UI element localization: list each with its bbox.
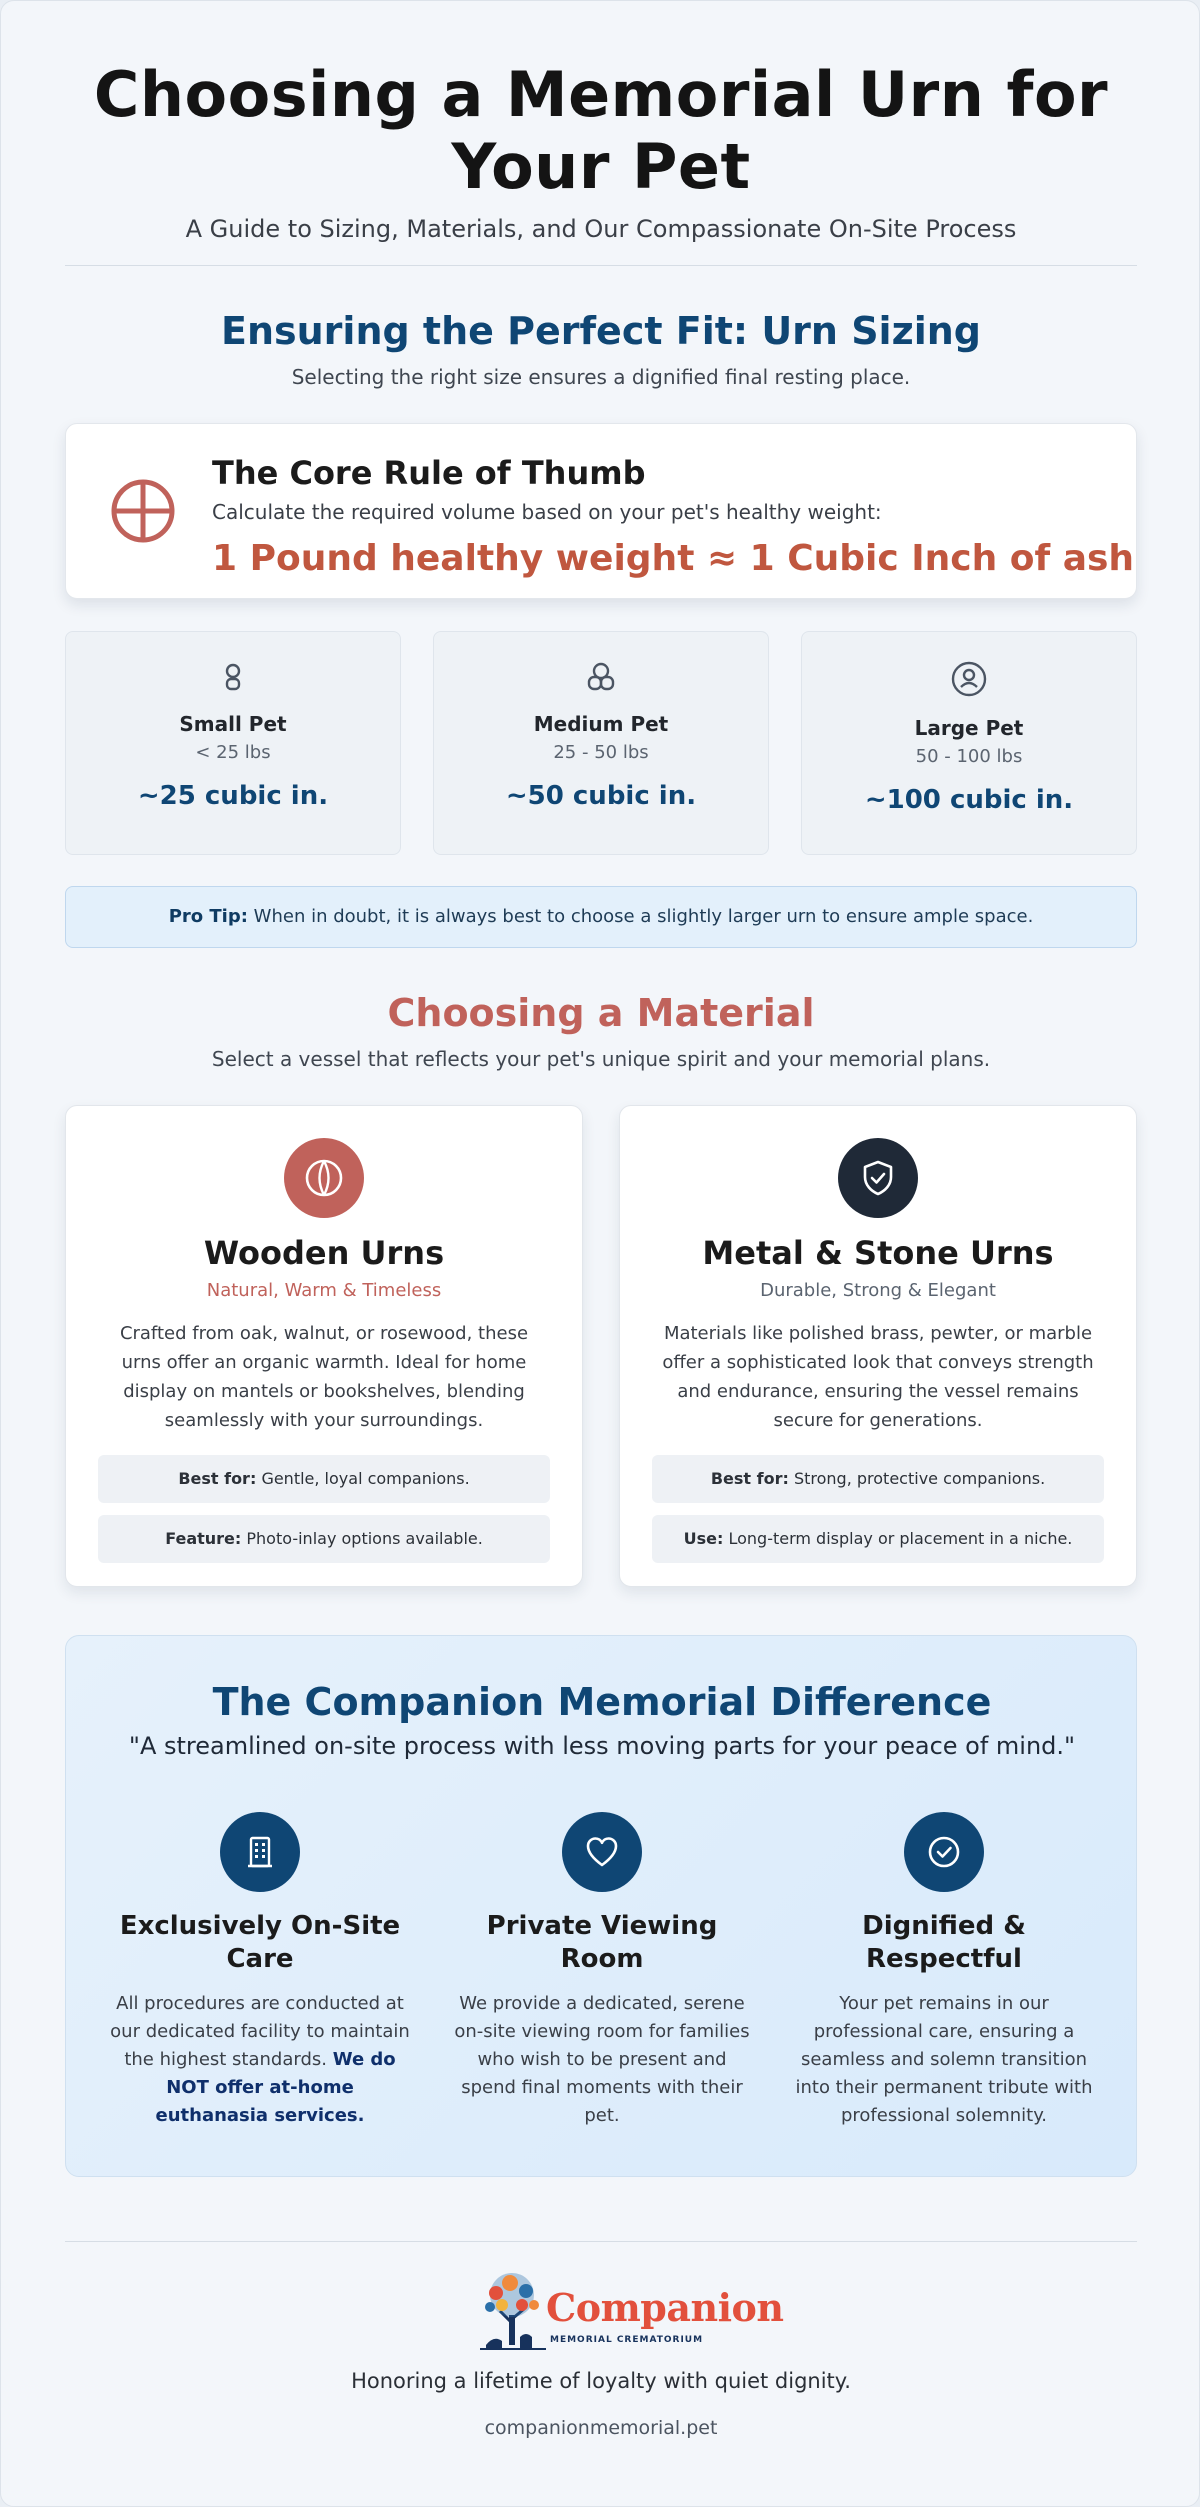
footer bbox=[65, 2271, 1137, 2439]
size-cards bbox=[65, 631, 1137, 855]
size-volume: ~25 cubic in. bbox=[137, 781, 329, 811]
difference-panel bbox=[65, 1635, 1137, 2177]
footer-url[interactable]: companionmemorial.pet bbox=[484, 2417, 718, 2439]
check-circle-icon bbox=[904, 1812, 984, 1892]
material-detail-row bbox=[98, 1515, 550, 1563]
materials-section-header bbox=[65, 991, 1137, 1071]
detail-text: Long-term display or placement in a niche. bbox=[728, 1529, 1073, 1548]
heart-icon bbox=[562, 1812, 642, 1892]
size-name: Medium Pet bbox=[533, 712, 669, 736]
detail-text: Photo-inlay options available. bbox=[246, 1529, 483, 1548]
pro-tip-banner bbox=[65, 886, 1137, 948]
small-pet-icon bbox=[66, 660, 400, 698]
difference-heading: The Companion Memorial Difference bbox=[212, 1680, 992, 1724]
size-range: 25 - 50 lbs bbox=[553, 742, 649, 763]
detail-label: Use: bbox=[683, 1529, 724, 1548]
material-detail-row bbox=[98, 1455, 550, 1503]
difference-title: Dignified & Respectful bbox=[862, 1911, 1026, 1974]
page-title: Choosing a Memorial Urn for Your Pet bbox=[93, 58, 1109, 203]
size-card-large bbox=[801, 631, 1137, 855]
size-card-medium bbox=[433, 631, 769, 855]
divider bbox=[65, 2241, 1137, 2242]
difference-quote: "A streamlined on-site process with less moving parts for your peace of mind." bbox=[128, 1732, 1076, 1760]
page-subtitle: A Guide to Sizing, Materials, and Our Compassionate On-Site Process bbox=[185, 215, 1017, 243]
sizing-section-header bbox=[65, 309, 1137, 389]
materials-heading: Choosing a Material bbox=[387, 991, 815, 1035]
shield-check-icon bbox=[838, 1138, 918, 1218]
difference-body: We provide a dedicated, serene on-site viewing room for families who wish to be present and spend final moments with their pet. bbox=[454, 1993, 750, 2126]
company-logo bbox=[476, 2271, 784, 2355]
size-range: 50 - 100 lbs bbox=[915, 746, 1023, 767]
difference-title: Private Viewing Room bbox=[486, 1911, 718, 1974]
crosshair-circle-icon bbox=[110, 478, 176, 548]
material-cards bbox=[65, 1105, 1137, 1587]
logo-tagline: MEMORIAL CREMATORIUM bbox=[550, 2335, 704, 2345]
size-volume: ~50 cubic in. bbox=[505, 781, 697, 811]
difference-body-text: All procedures are conducted at our dedicated facility to maintain the highest standards. bbox=[110, 1993, 410, 2070]
material-detail-row bbox=[652, 1455, 1104, 1503]
material-card-metal-stone bbox=[619, 1105, 1137, 1587]
difference-body: Your pet remains in our professional care, ensuring a seamless and solemn transition into their permanent tribute with professional solemnity. bbox=[795, 1993, 1093, 2126]
detail-label: Best for: bbox=[178, 1469, 257, 1488]
medium-pet-icon bbox=[434, 660, 768, 698]
material-title: Metal & Stone Urns bbox=[702, 1234, 1054, 1272]
difference-column-viewing bbox=[452, 1812, 752, 2130]
material-tagline: Natural, Warm & Timeless bbox=[206, 1280, 442, 1301]
detail-text: Gentle, loyal companions. bbox=[261, 1469, 470, 1488]
core-rule-description: Calculate the required volume based on your pet's healthy weight: bbox=[212, 500, 882, 524]
material-detail-row bbox=[652, 1515, 1104, 1563]
materials-intro: Select a vessel that reflects your pet's unique spirit and your memorial plans. bbox=[211, 1047, 991, 1071]
detail-label: Best for: bbox=[710, 1469, 789, 1488]
difference-column-onsite bbox=[110, 1812, 410, 2130]
core-rule-formula: 1 Pound healthy weight ≈ 1 Cubic Inch of ash bbox=[212, 538, 1135, 579]
size-card-small bbox=[65, 631, 401, 855]
material-card-wood bbox=[65, 1105, 583, 1587]
pro-tip-label: Pro Tip: bbox=[168, 906, 248, 927]
difference-emphasis: We do NOT offer at-home euthanasia services. bbox=[155, 2049, 396, 2126]
difference-body bbox=[110, 1990, 410, 2130]
size-range: < 25 lbs bbox=[195, 742, 271, 763]
core-rule-card bbox=[65, 423, 1137, 599]
divider bbox=[65, 265, 1137, 266]
wood-grain-icon bbox=[284, 1138, 364, 1218]
material-tagline: Durable, Strong & Elegant bbox=[760, 1280, 996, 1301]
sizing-intro: Selecting the right size ensures a dignified final resting place. bbox=[291, 365, 911, 389]
detail-text: Strong, protective companions. bbox=[793, 1469, 1046, 1488]
material-description: Crafted from oak, walnut, or rosewood, these urns offer an organic warmth. Ideal for home display on mantels or bookshelves, blending seamlessly with your surroundings. bbox=[119, 1323, 529, 1431]
size-volume: ~100 cubic in. bbox=[864, 785, 1074, 815]
size-name: Large Pet bbox=[914, 716, 1024, 740]
material-title: Wooden Urns bbox=[203, 1234, 445, 1272]
difference-title: Exclusively On-Site Care bbox=[119, 1911, 401, 1974]
size-name: Small Pet bbox=[179, 712, 287, 736]
difference-column-dignified bbox=[794, 1812, 1094, 2130]
pro-tip-text: When in doubt, it is always best to choose a slightly larger urn to ensure ample space. bbox=[253, 906, 1034, 927]
page-header bbox=[65, 59, 1137, 243]
material-description: Materials like polished brass, pewter, or marble offer a sophisticated look that conveys strength and endurance, ensuring the vessel remains secure for generations. bbox=[662, 1323, 1094, 1431]
sizing-heading: Ensuring the Perfect Fit: Urn Sizing bbox=[221, 309, 981, 353]
detail-label: Feature: bbox=[165, 1529, 242, 1548]
logo-name: Companion bbox=[546, 2285, 784, 2330]
large-pet-icon bbox=[802, 660, 1136, 702]
footer-tagline: Honoring a lifetime of loyalty with quiet dignity. bbox=[351, 2369, 851, 2393]
building-icon bbox=[220, 1812, 300, 1892]
tree-logo-icon bbox=[476, 2271, 552, 2353]
core-rule-title: The Core Rule of Thumb bbox=[212, 454, 646, 492]
